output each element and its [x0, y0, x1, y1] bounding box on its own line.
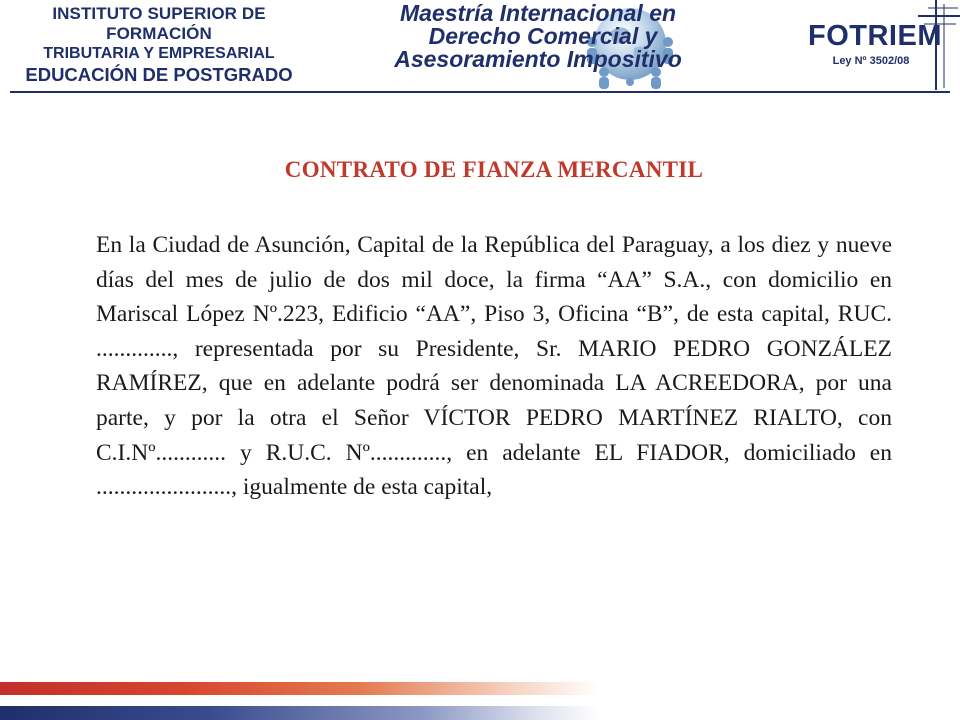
institute-name-line2: TRIBUTARIA Y EMPRESARIAL	[43, 45, 275, 62]
fotriem-law: Ley Nº 3502/08	[832, 55, 910, 67]
document-title: CONTRATO DE FIANZA MERCANTIL	[284, 157, 704, 182]
institute-logo	[14, 4, 304, 86]
footer-stripe-blue	[0, 706, 600, 720]
header-divider	[10, 91, 950, 93]
footer-stripe-red	[0, 682, 600, 695]
fotriem-logo	[798, 0, 960, 90]
program-title	[368, 2, 708, 71]
institute-name-line3: EDUCACIÓN DE POSTGRADO	[25, 64, 293, 85]
program-logo	[360, 0, 720, 90]
program-title-line2: Derecho Comercial y	[428, 23, 658, 49]
document-paragraph: En la Ciudad de Asunción, Capital de la República del Paraguay, a los diez y nueve días del mes de julio de dos mil doce, la firma “AA” S.A., con domicilio en Mariscal López Nº.223, Edificio “AA”, Piso 3, Oficina “B”, de esta capital, RUC. ............., representada por su Presidente, Sr. MARIO PEDRO GONZÁLEZ RAMÍREZ, que en adelante podrá ser denominada LA ACREEDORA, por una parte, y por la otra el Señor VÍCTOR PEDRO MARTÍNEZ RIALTO, con C.I.Nº............ y R.U.C. Nº............., en adelante EL FIADOR, domiciliado en ......................., igualmente de esta capital,	[96, 232, 892, 501]
program-title-line1: Maestría Internacional en	[399, 0, 677, 26]
fotriem-name: FOTRIEM	[808, 20, 942, 52]
program-title-line3: Asesoramiento Impositivo	[394, 46, 682, 72]
page-header	[0, 0, 960, 96]
institute-name-line1: INSTITUTO SUPERIOR DE FORMACIÓN	[52, 4, 266, 43]
